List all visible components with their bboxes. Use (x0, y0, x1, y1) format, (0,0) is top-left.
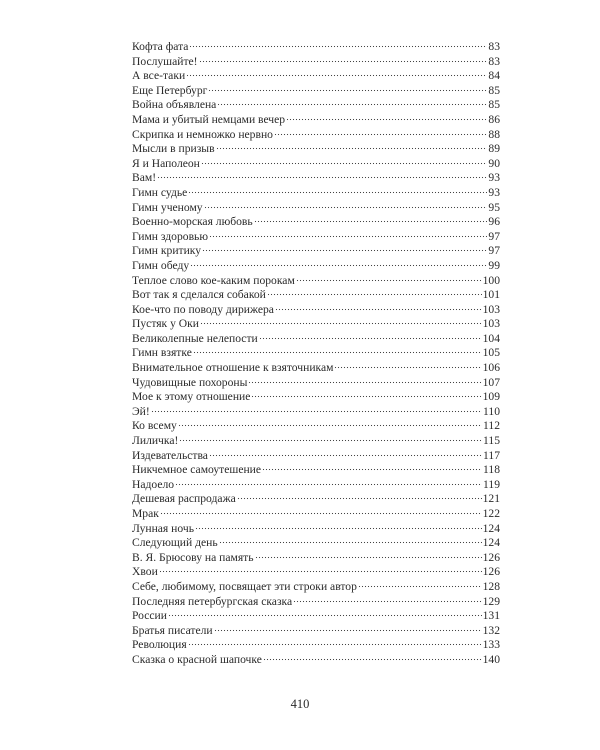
toc-entry-page: 97 (488, 244, 500, 258)
toc-entry-page: 133 (482, 638, 500, 652)
dot-leader (188, 636, 482, 646)
dot-leader (209, 228, 487, 238)
toc-entry-title: Теплое слово кое-каким порокам (132, 273, 295, 287)
dot-leader (209, 447, 482, 457)
dot-leader (254, 213, 488, 223)
dot-leader (334, 359, 481, 369)
dot-leader (296, 272, 482, 282)
dot-leader (248, 374, 481, 384)
toc-entry-title: Мысли в призыв (132, 142, 215, 156)
toc-entry-page: 104 (482, 331, 500, 345)
toc-entry-page: 126 (482, 565, 500, 579)
toc-entry-page: 88 (488, 127, 500, 141)
toc-entry-title: Издевательства (132, 448, 208, 462)
toc-entry-page: 115 (483, 434, 500, 448)
toc-entry-page: 119 (483, 477, 500, 491)
toc-entry (132, 653, 500, 668)
toc-entry-page: 100 (482, 273, 500, 287)
dot-leader (267, 286, 482, 296)
toc-entry-title: В. Я. Брюсову на память (132, 550, 254, 564)
toc-entry-page: 83 (488, 54, 500, 68)
toc-entry-title: Братья писатели (132, 623, 213, 637)
toc-entry-page: 117 (483, 448, 500, 462)
dot-leader (188, 184, 487, 194)
toc-entry-title: Гимн критику (132, 244, 202, 258)
dot-leader (216, 140, 488, 150)
toc-entry-page: 103 (482, 317, 500, 331)
toc-entry-title: Хвои (132, 565, 158, 579)
toc-entry-title: Чудовищные похороны (132, 375, 248, 389)
dot-leader (195, 520, 482, 530)
toc-entry-title: Революция (132, 638, 187, 652)
toc-entry-title: Ко всему (132, 419, 177, 433)
toc-entry-title: Вот так я сделался собакой (132, 288, 266, 302)
toc-entry-title: Война объявлена (132, 98, 217, 112)
toc-entry-title: Вам! (132, 171, 157, 185)
toc-entry-title: Гимн взятке (132, 346, 192, 360)
toc-entry-page: 105 (482, 346, 500, 360)
dot-leader (275, 301, 482, 311)
toc-entry-page: 101 (482, 288, 500, 302)
toc-entry-title: России (132, 609, 167, 623)
dot-leader (262, 461, 482, 471)
toc-entry-page: 86 (488, 112, 500, 126)
dot-leader (201, 155, 488, 165)
dot-leader (175, 476, 482, 486)
toc-entry-page: 132 (482, 623, 500, 637)
dot-leader (193, 344, 482, 354)
toc-entry-title: Кое-что по поводу дирижера (132, 302, 274, 316)
dot-leader (160, 505, 482, 515)
toc-entry-page: 121 (482, 492, 500, 506)
toc-entry-page: 124 (482, 521, 500, 535)
dot-leader (204, 199, 488, 209)
dot-leader (208, 82, 487, 92)
toc-entry-title: Мрак (132, 507, 159, 520)
toc-entry-title: Великолепные нелепости (132, 331, 258, 345)
toc-entry-title: Я и Наполеон (132, 156, 200, 170)
toc-entry-page: 85 (488, 83, 500, 97)
toc-entry-page: 97 (488, 229, 500, 243)
dot-leader (190, 257, 487, 267)
toc-entry-title: Гимн ученому (132, 200, 203, 214)
toc-entry-page: 122 (482, 507, 500, 520)
toc-entry-page: 118 (483, 463, 500, 477)
toc-entry-title: Эй! (132, 404, 150, 418)
dot-leader (274, 126, 487, 136)
toc-entry-title: Пустяк у Оки (132, 317, 199, 331)
dot-leader (200, 315, 482, 325)
table-of-contents (132, 40, 500, 668)
toc-entry-page: 128 (482, 579, 500, 593)
toc-entry-page: 103 (482, 302, 500, 316)
toc-entry-page: 129 (482, 594, 500, 608)
toc-entry-title: Гимн обеду (132, 258, 190, 272)
toc-entry-page: 110 (483, 404, 500, 418)
toc-entry-page: 95 (488, 200, 500, 214)
toc-entry-title: Следующий день (132, 536, 218, 550)
toc-entry-page: 93 (488, 185, 500, 199)
toc-entry-page: 83 (488, 40, 500, 53)
toc-entry-title: А все-таки (132, 69, 186, 83)
dot-leader (286, 111, 487, 121)
toc-entry-title: Послушайте! (132, 54, 198, 68)
dot-leader (237, 490, 482, 500)
dot-leader (168, 607, 482, 617)
toc-entry-title: Мое к этому отношение (132, 390, 251, 404)
toc-entry-page: 131 (482, 609, 500, 623)
toc-entry-page: 89 (488, 142, 500, 156)
dot-leader (219, 534, 482, 544)
dot-leader (214, 622, 482, 632)
toc-entry-page: 126 (482, 550, 500, 564)
dot-leader (189, 38, 487, 48)
toc-entry-title: Надоело (132, 477, 175, 491)
toc-entry-title: Никчемное самоутешение (132, 463, 262, 477)
toc-entry-page: 106 (482, 361, 500, 375)
toc-entry-title: Внимательное отношение к взяточникам (132, 361, 334, 375)
toc-entry-title: Гимн здоровью (132, 229, 208, 243)
dot-leader (251, 388, 481, 398)
toc-entry-title: Кофта фата (132, 40, 189, 53)
toc-entry-page: 90 (488, 156, 500, 170)
toc-entry-page: 112 (483, 419, 500, 433)
toc-entry-title: Последняя петербургская сказка (132, 594, 293, 608)
toc-entry-title: Дешевая распродажа (132, 492, 236, 506)
page-number: 410 (290, 697, 310, 711)
dot-leader (217, 96, 487, 106)
toc-entry-page: 99 (488, 258, 500, 272)
toc-entry-page: 109 (482, 390, 500, 404)
toc-entry-title: Еще Петербург (132, 83, 208, 97)
dot-leader (259, 330, 482, 340)
dot-leader (199, 53, 488, 63)
dot-leader (151, 403, 482, 413)
toc-entry-page: 93 (488, 171, 500, 185)
dot-leader (159, 563, 482, 573)
toc-entry-title: Себе, любимому, посвящает эти строки автор (132, 579, 357, 593)
dot-leader (255, 549, 482, 559)
dot-leader (178, 417, 482, 427)
toc-entry-page: 84 (488, 69, 500, 83)
dot-leader (263, 651, 482, 661)
toc-entry-page: 124 (482, 536, 500, 550)
toc-entry-title: Военно-морская любовь (132, 215, 253, 229)
toc-entry-title: Скрипка и немножко нервно (132, 127, 273, 141)
dot-leader (186, 67, 487, 77)
toc-entry-title: Лиличка! (132, 434, 179, 448)
toc-entry-page: 107 (482, 375, 500, 389)
toc-entry-page: 140 (482, 652, 500, 666)
dot-leader (179, 432, 482, 442)
toc-entry-title: Гимн судье (132, 185, 188, 199)
toc-entry-title: Мама и убитый немцами вечер (132, 112, 286, 126)
toc-entry-title: Лунная ночь (132, 521, 194, 535)
dot-leader (358, 578, 482, 588)
toc-entry-page: 85 (488, 98, 500, 112)
dot-leader (293, 593, 481, 603)
toc-entry-page: 96 (488, 215, 500, 229)
dot-leader (202, 242, 487, 252)
toc-entry-title: Сказка о красной шапочке (132, 652, 262, 666)
dot-leader (157, 169, 487, 179)
